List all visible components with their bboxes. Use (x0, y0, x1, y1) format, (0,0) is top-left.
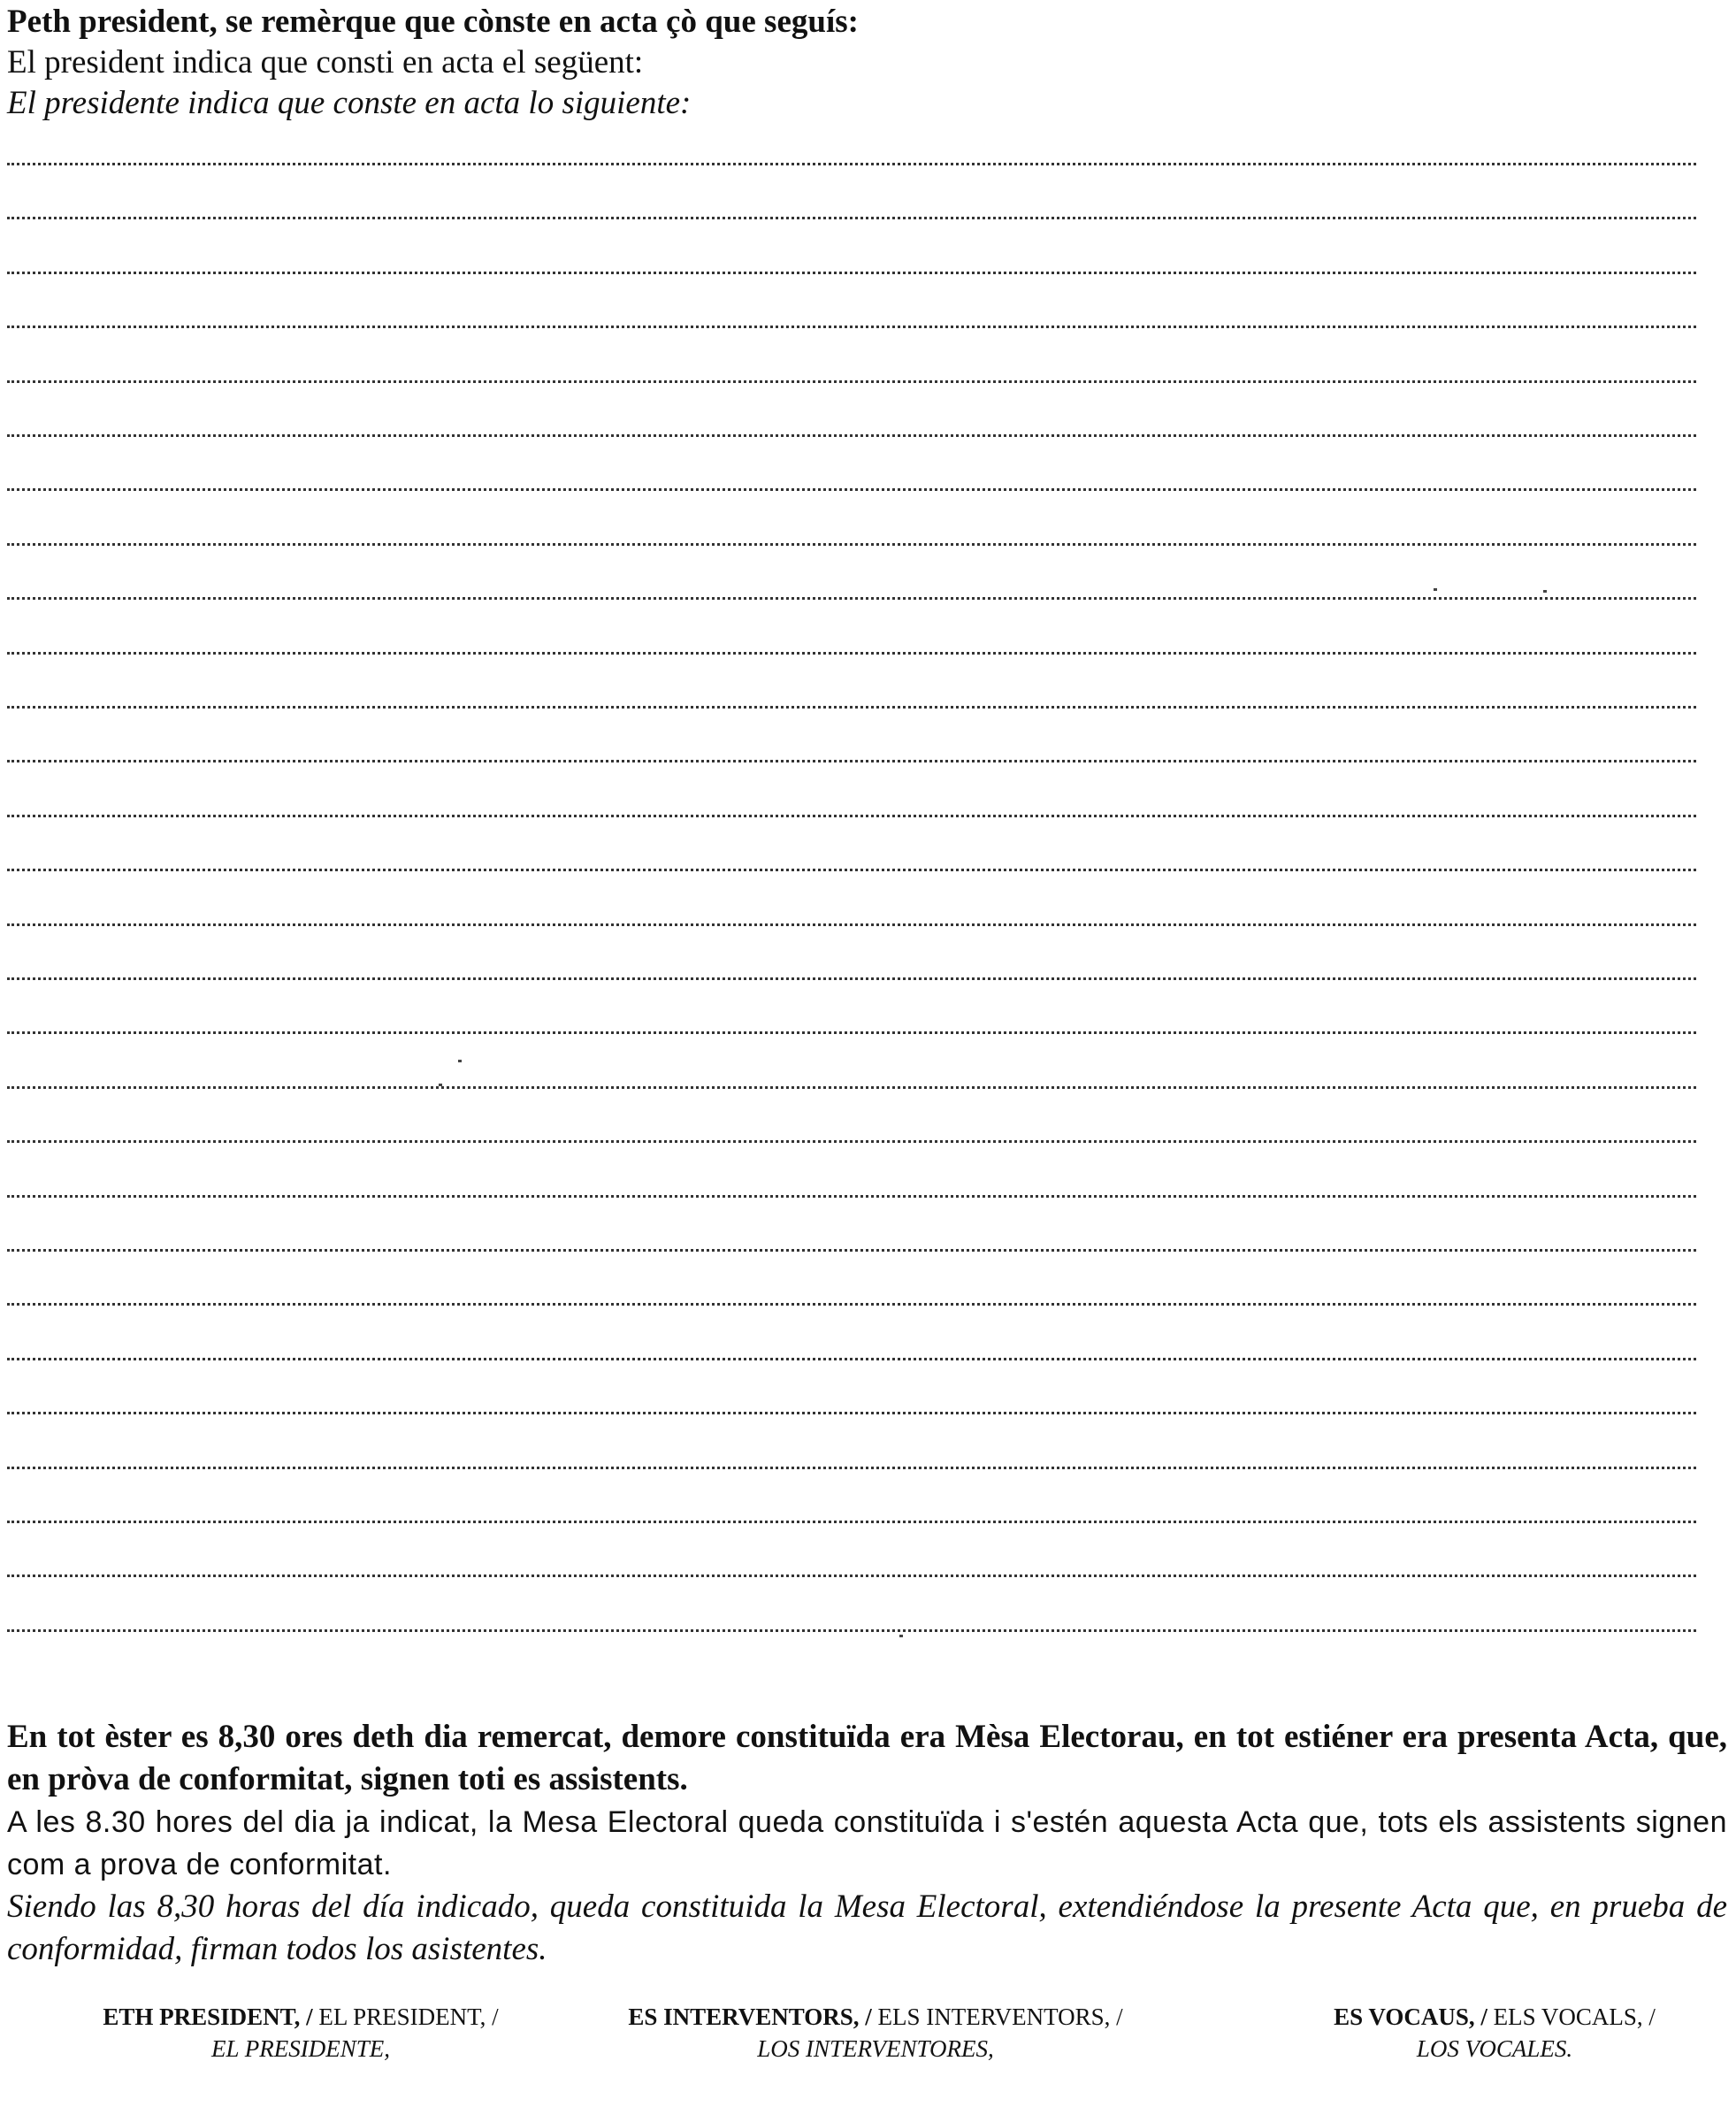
dotted-line (7, 1086, 1696, 1089)
signature-vocals-aranese: ES VOCAUS, / (1334, 2004, 1494, 2030)
dotted-line (7, 1358, 1696, 1360)
dotted-line (7, 597, 1696, 600)
dotted-line (7, 380, 1696, 383)
signature-vocals-spanish: LOS VOCALES. (1416, 2035, 1573, 2062)
dotted-line (7, 760, 1696, 762)
instruction-aranese: Peth president, se remèrque que cònste en acta çò que seguís: (7, 4, 859, 40)
signature-president (71, 2001, 531, 2065)
scan-speck (1543, 590, 1547, 593)
dotted-line (7, 977, 1696, 980)
dotted-line (7, 652, 1696, 655)
dotted-line (7, 326, 1696, 328)
dotted-line (7, 869, 1696, 871)
signature-president-catalan: EL PRESIDENT, / (318, 2004, 499, 2030)
closing-spanish: Siendo las 8,30 horas del día indicado, queda constituida la Mesa Electoral, extendiéndose la presente Acta que, en prueba de conformidad, firman todos los asistentes. (7, 1889, 1727, 1967)
dotted-line (7, 815, 1696, 817)
dotted-line (7, 923, 1696, 926)
dotted-line (7, 163, 1696, 165)
signature-vocals-catalan: ELS VOCALS, / (1493, 2004, 1656, 2030)
dotted-line (7, 1195, 1696, 1198)
header-instruction (7, 2, 1723, 124)
scan-speck (899, 1635, 903, 1637)
dotted-line (7, 488, 1696, 491)
instruction-catalan: El president indica que consti en acta el següent: (7, 44, 644, 80)
closing-statement (7, 1716, 1727, 1971)
dotted-line (7, 1140, 1696, 1143)
signature-interventors-aranese: ES INTERVENTORS, / (628, 2004, 878, 2030)
signature-interventors-catalan: ELS INTERVENTORS, / (877, 2004, 1123, 2030)
dotted-line (7, 1412, 1696, 1414)
dotted-writing-area[interactable] (7, 163, 1696, 1666)
dotted-line (7, 1249, 1696, 1252)
signature-headings (0, 2001, 1736, 2072)
closing-aranese: En tot èster es 8,30 ores deth dia remercat, demore constituïda era Mèsa Electorau, en tot estiéner era presenta Acta, que, en pròva de conformitat, signen toti es assistents. (7, 1719, 1727, 1797)
dotted-line (7, 1303, 1696, 1306)
instruction-spanish: El presidente indica que conste en acta lo siguiente: (7, 85, 692, 121)
dotted-line (7, 706, 1696, 709)
signature-president-aranese: ETH PRESIDENT, / (103, 2004, 319, 2030)
scan-speck (439, 1084, 442, 1086)
scan-speck (1434, 588, 1437, 591)
dotted-line (7, 1521, 1696, 1523)
dotted-line (7, 217, 1696, 219)
dotted-line (7, 1629, 1696, 1632)
signature-vocals (1291, 2001, 1698, 2065)
dotted-line (7, 1467, 1696, 1469)
scan-speck (458, 1060, 462, 1062)
closing-catalan: A les 8.30 hores del dia ja indicat, la Mesa Electoral queda constituïda i s'estén aquesta Acta que, tots els assistents signen com a prova de conformitat. (7, 1805, 1727, 1881)
dotted-line (7, 1031, 1696, 1034)
dotted-line (7, 1575, 1696, 1577)
dotted-line (7, 434, 1696, 437)
signature-interventors-spanish: LOS INTERVENTORES, (757, 2035, 994, 2062)
dotted-line (7, 272, 1696, 274)
signature-president-spanish: EL PRESIDENTE, (211, 2035, 390, 2062)
dotted-line (7, 543, 1696, 546)
signature-interventors (593, 2001, 1159, 2065)
